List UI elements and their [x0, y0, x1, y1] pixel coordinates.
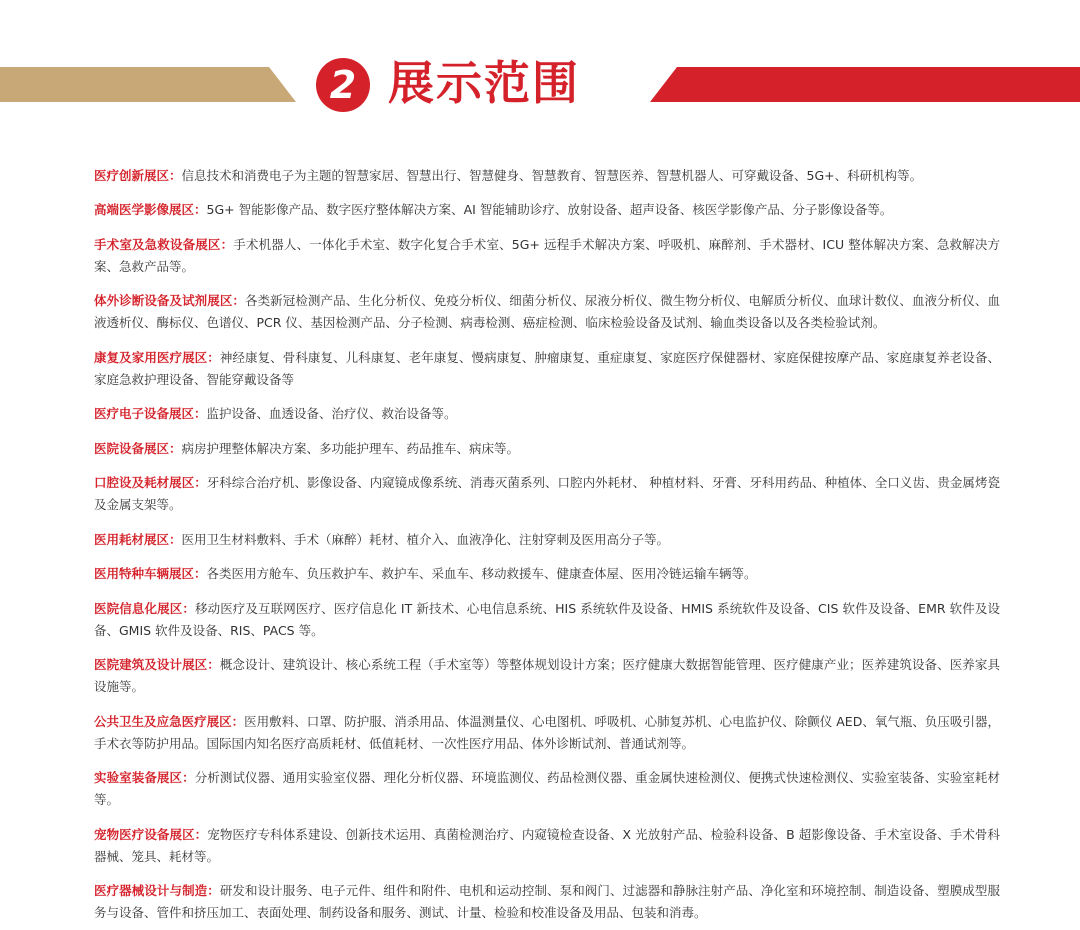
list-item	[94, 290, 1000, 334]
section-banner	[0, 0, 1080, 140]
entry-label: 医用耗材展区：	[94, 531, 182, 547]
list-item	[94, 880, 1000, 924]
entry-text: 医用卫生材料敷料、手术（麻醉）耗材、植介入、血液净化、注射穿刺及医用高分子等。	[181, 531, 670, 547]
entry-text: 牙科综合治疗机、影像设备、内窥镜成像系统、消毒灭菌系列、口腔内外耗材、 种植材料、牙膏、牙科用药品、种植体、全口义齿、贵金属烤瓷及金属支架等。	[94, 475, 1000, 512]
list-item	[94, 711, 1000, 755]
entry-text: 手术机器人、一体化手术室、数字化复合手术室、5G+ 远程手术解决方案、呼吸机、麻醉剂、手术器材、ICU 整体解决方案、急救解决方案、急救产品等。	[94, 236, 1000, 274]
entry-text: 病房护理整体解决方案、多功能护理车、药品推车、病床等。	[181, 440, 520, 456]
entry-label: 医院设备展区：	[94, 440, 182, 456]
entry-label: 手术室及急救设备展区：	[94, 236, 234, 252]
entry-text: 移动医疗及互联网医疗、医疗信息化 IT 新技术、心电信息系统、HIS 系统软件及设备、HMIS 系统软件及设备、CIS 软件及设备、EMR 软件及设备、GMIS 软件及设备、RIS、PACS 等。	[94, 600, 1000, 638]
list-item	[94, 654, 1000, 698]
entry-label: 实验室装备展区：	[94, 770, 195, 785]
list-item	[94, 563, 1000, 585]
entry-text: 分析测试仪器、通用实验室仪器、理化分析仪器、环境监测仪、药品检测仪器、重金属快速检测仪、便携式快速检测仪、实验室装备、实验室耗材等。	[94, 770, 1000, 807]
list-item	[94, 165, 1000, 187]
entry-label: 口腔设及耗材展区：	[94, 475, 207, 490]
gold-band	[0, 67, 296, 102]
entry-label: 公共卫生及应急医疗展区：	[94, 713, 245, 729]
entry-text: 各类新冠检测产品、生化分析仪、免疫分析仪、细菌分析仪、尿液分析仪、微生物分析仪、电解质分析仪、血球计数仪、血液分析仪、血液透析仪、酶标仪、色谱仪、PCR 仪、基因检测产品、分子检测、病毒检测、癌症检测、临床检验设备及试剂、输血类设备以及各类检验试剂。	[94, 293, 1000, 330]
red-band	[650, 67, 1080, 102]
entry-label: 医疗创新展区：	[94, 167, 182, 183]
entry-text: 宠物医疗专科体系建设、创新技术运用、真菌检测治疗、内窥镜检查设备、X 光放射产品、检验科设备、B 超影像设备、手术室设备、手术骨科器械、笼具、耗材等。	[94, 826, 1000, 864]
list-item	[94, 529, 1000, 551]
list-item	[94, 472, 1000, 516]
entry-text: 信息技术和消费电子为主题的智慧家居、智慧出行、智慧健身、智慧教育、智慧医养、智慧机器人、可穿戴设备、5G+、科研机构等。	[181, 167, 923, 183]
list-item	[94, 347, 1000, 391]
entry-text: 研发和设计服务、电子元件、组件和附件、电机和运动控制、泵和阀门、过滤器和静脉注射产品、净化室和环境控制、制造设备、塑膜成型服务与设备、管件和挤压加工、表面处理、制药设备和服务、测试、计量、检验和校准设备及用品、包装和消毒。	[94, 883, 1000, 920]
list-item	[94, 598, 1000, 642]
entry-label: 宠物医疗设备展区：	[94, 826, 208, 842]
section-number-badge	[316, 58, 370, 112]
exhibit-scope-list	[94, 152, 1000, 930]
list-item	[94, 199, 1000, 221]
entry-text: 监护设备、血透设备、治疗仪、救治设备等。	[206, 406, 457, 421]
entry-text: 5G+ 智能影像产品、数字医疗整体解决方案、AI 智能辅助诊疗、放射设备、超声设备、核医学影像产品、分子影像设备等。	[206, 202, 893, 217]
list-item	[94, 403, 1000, 425]
list-item	[94, 234, 1000, 278]
section-number: 2	[329, 63, 357, 107]
list-item	[94, 824, 1000, 868]
entry-text: 医用敷料、口罩、防护服、消杀用品、体温测量仪、心电图机、呼吸机、心肺复苏机、心电监护仪、除颤仪 AED、氧气瓶、负压吸引器，手术衣等防护用品。国际国内知名医疗高质耗材、低值耗材、一次性医疗用品、体外诊断试剂、普通试剂等。	[94, 713, 1000, 751]
entry-text: 神经康复、骨科康复、儿科康复、老年康复、慢病康复、肿瘤康复、重症康复、家庭医疗保健器材、家庭保健按摩产品、家庭康复养老设备、家庭急救护理设备、智能穿戴设备等	[94, 349, 1000, 387]
section-title: 展示范围	[388, 56, 580, 110]
entry-label: 康复及家用医疗展区：	[94, 349, 220, 365]
list-item	[94, 438, 1000, 460]
entry-label: 医院信息化展区：	[94, 600, 195, 616]
entry-text: 概念设计、建筑设计、核心系统工程（手术室等）等整体规划设计方案；医疗健康大数据智能管理、医疗健康产业；医养建筑设备、医养家具设施等。	[94, 657, 1000, 694]
entry-text: 各类医用方舱车、负压救护车、救护车、采血车、移动救援车、健康查体屋、医用冷链运输车辆等。	[206, 566, 757, 581]
entry-label: 医疗器械设计与制造：	[94, 883, 220, 898]
entry-label: 医疗电子设备展区：	[94, 406, 207, 421]
entry-label: 高端医学影像展区：	[94, 202, 207, 217]
list-item	[94, 767, 1000, 811]
entry-label: 医用特种车辆展区：	[94, 566, 207, 581]
entry-label: 体外诊断设备及试剂展区：	[94, 293, 246, 308]
entry-label: 医院建筑及设计展区：	[94, 657, 220, 672]
